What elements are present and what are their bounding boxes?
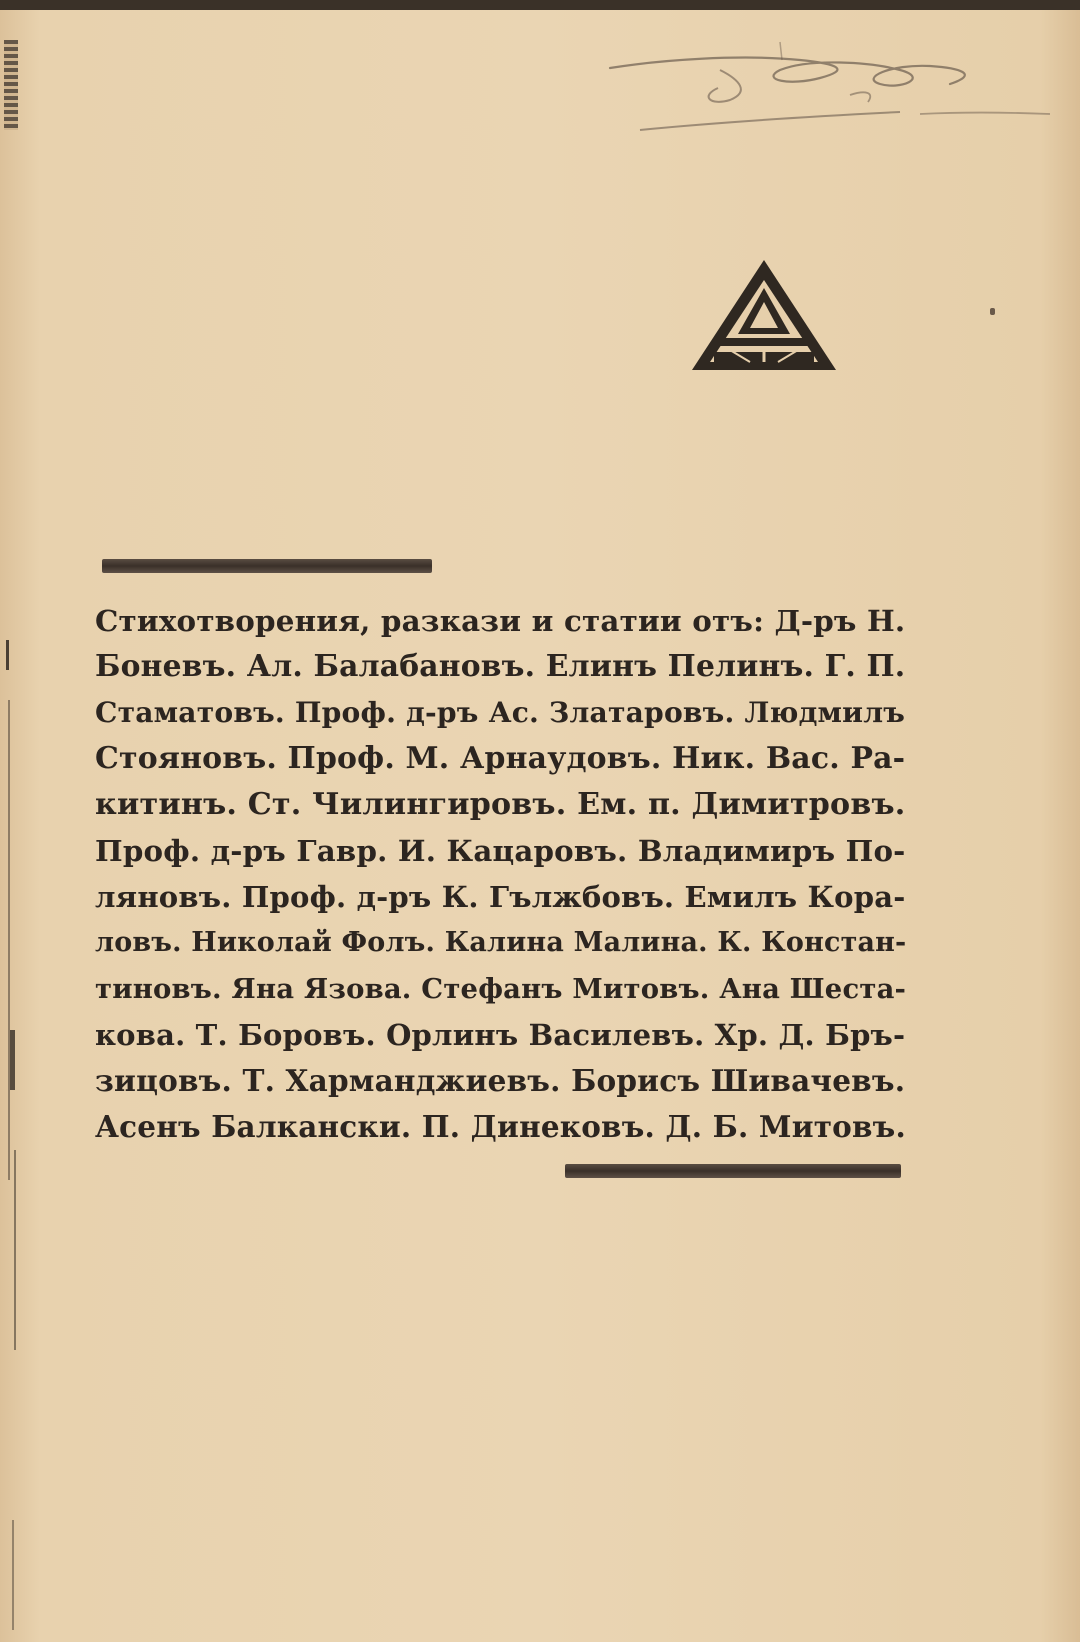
contributors-line: Стихотворения, разкази и статии отъ: Д-ръ Н. [95,603,906,638]
contributors-line: Асенъ Балкански. П. Динековъ. Д. Б. Митовъ. [95,1109,906,1144]
contributors-line: Стаматовъ. Проф. д-ръ Ас. Златаровъ. Людмилъ [95,696,906,729]
top-rule [102,559,432,573]
contributors-list [95,598,905,1150]
binding-edge [0,0,34,1642]
top-edge [0,0,1080,10]
contributors-line: зицовъ. Т. Харманджиевъ. Борисъ Шивачевъ. [95,1063,906,1098]
contributors-line: кова. Т. Боровъ. Орлинъ Василевъ. Хр. Д. Бръ- [95,1018,906,1052]
bottom-rule [565,1164,901,1178]
contributors-line: ляновъ. Проф. д-ръ К. Гължбовъ. Емилъ Кора- [95,880,906,914]
handwritten-signature [600,40,1060,150]
contributors-line: Боневъ. Ал. Балабановъ. Елинъ Пелинъ. Г. П. [95,649,906,684]
contributors-line: Стояновъ. Проф. М. Арнаудовъ. Ник. Вас. Ра- [95,741,906,776]
contributors-line: тиновъ. Яна Язова. Стефанъ Митовъ. Ана Шеста- [95,973,907,1005]
contributors-line: китинъ. Ст. Чилингировъ. Ем. п. Димитровъ. [95,787,906,822]
contributors-line: ловъ. Николай Фолъ. Калина Малина. К. Констан- [95,927,907,958]
paper-speck [990,308,995,315]
triangle-a-logo-icon [690,258,838,374]
contributors-line: Проф. д-ръ Гавр. И. Кацаровъ. Владимиръ По- [95,834,906,868]
